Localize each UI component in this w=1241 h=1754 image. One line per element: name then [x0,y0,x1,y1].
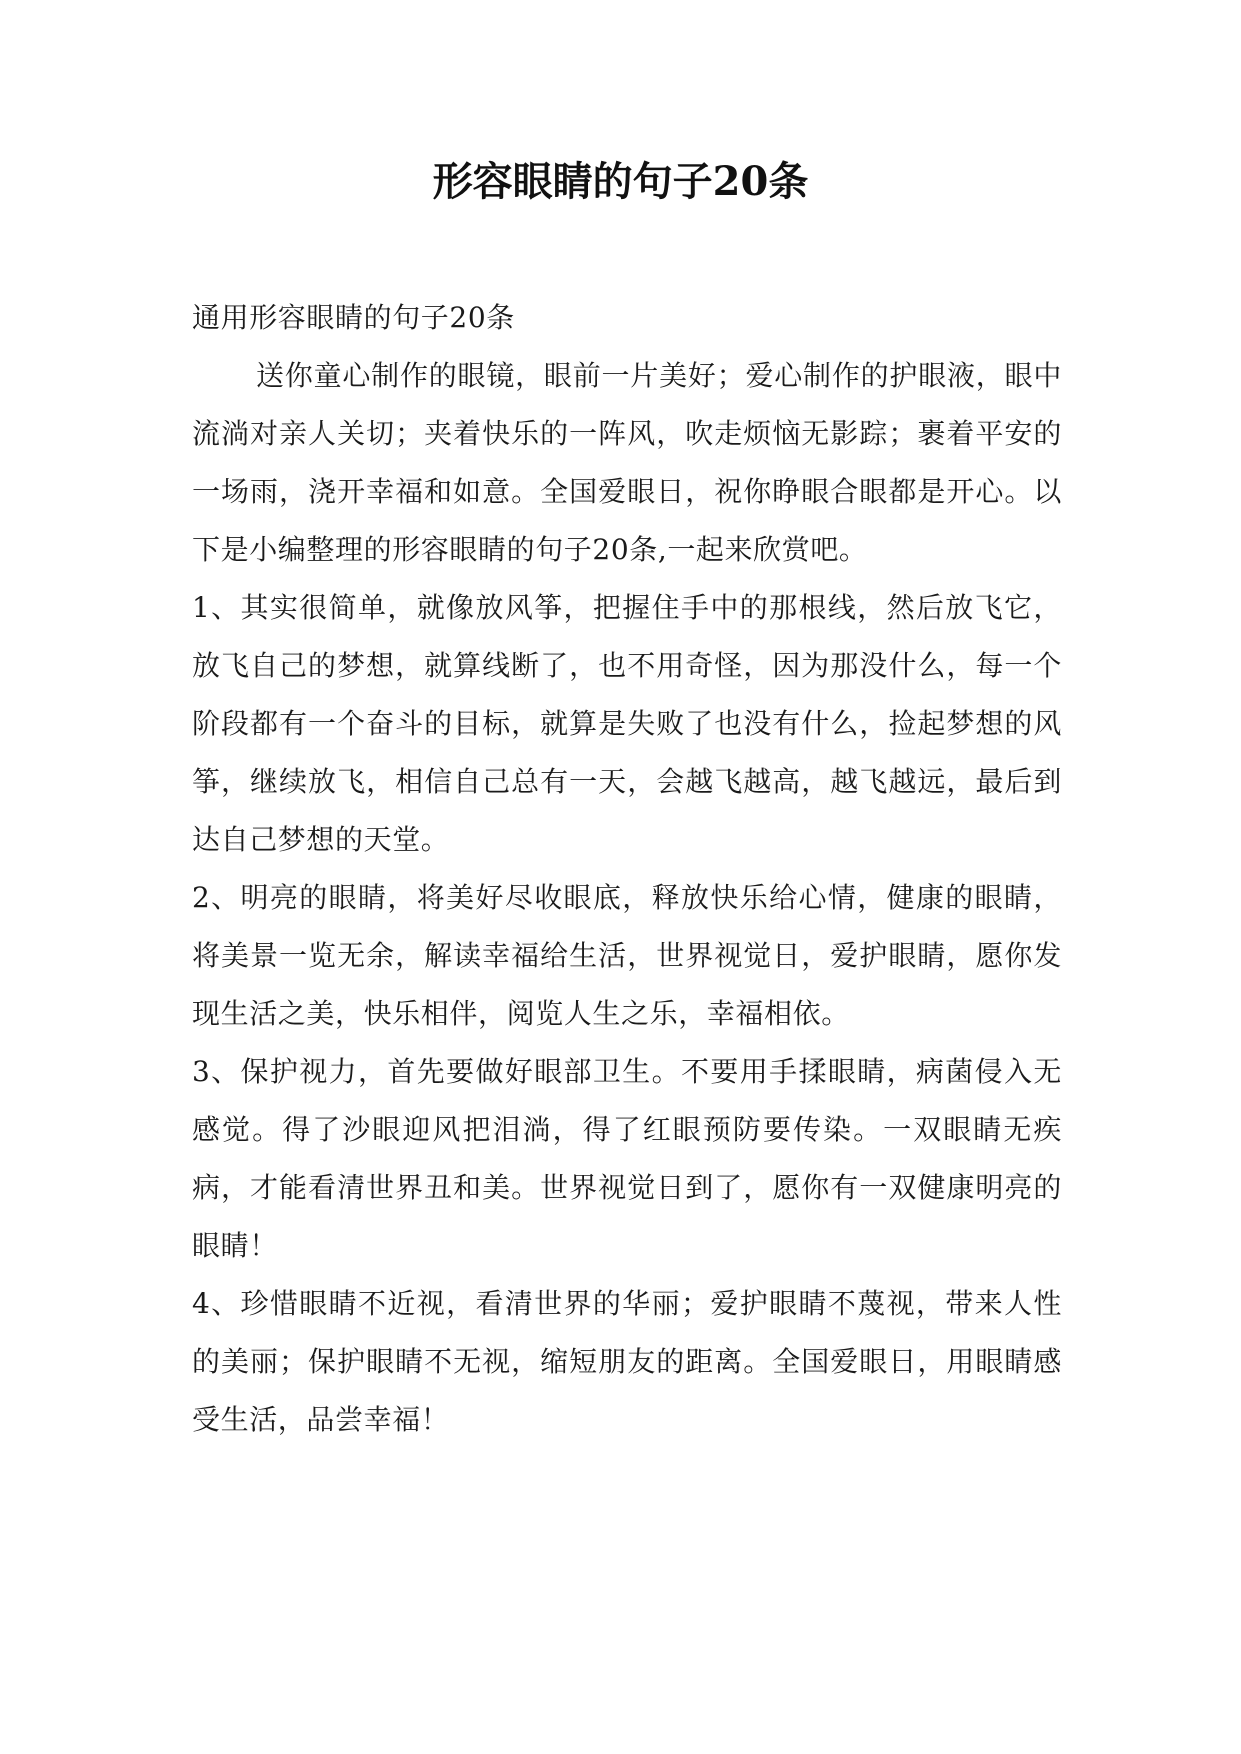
list-item: 4、珍惜眼睛不近视，看清世界的华丽；爱护眼睛不蔑视，带来人性的美丽；保护眼睛不无视，缩短朋友的距离。全国爱眼日，用眼睛感受生活，品尝幸福！ [192,1287,1062,1436]
intro-paragraph: 送你童心制作的眼镜，眼前一片美好；爱心制作的护眼液，眼中流淌对亲人关切；夹着快乐的一阵风，吹走烦恼无影踪；裹着平安的一场雨，浇开幸福和如意。全国爱眼日，祝你睁眼合眼都是开心。以下是小编整理的形容眼睛的句子20条,一起来欣赏吧。 [192,359,1062,566]
list-item: 2、明亮的眼睛，将美好尽收眼底，释放快乐给心情，健康的眼睛，将美景一览无余，解读幸福给生活，世界视觉日，爱护眼睛，愿你发现生活之美，快乐相伴，阅览人生之乐，幸福相依。 [192,881,1062,1030]
list-item: 1、其实很简单，就像放风筝，把握住手中的那根线，然后放飞它，放飞自己的梦想，就算线断了，也不用奇怪，因为那没什么，每一个阶段都有一个奋斗的目标，就算是失败了也没有什么，捡起梦想的风筝，继续放飞，相信自己总有一天，会越飞越高，越飞越远，最后到达自己梦想的天堂。 [192,591,1062,856]
document-body [192,289,1062,1449]
list-item: 3、保护视力，首先要做好眼部卫生。不要用手揉眼睛，病菌侵入无感觉。得了沙眼迎风把泪淌，得了红眼预防要传染。一双眼睛无疾病，才能看清世界丑和美。世界视觉日到了，愿你有一双健康明亮的眼睛！ [192,1055,1062,1262]
document-title: 形容眼睛的句子20条 [432,158,809,205]
document-subtitle: 通用形容眼睛的句子20条 [192,301,515,334]
